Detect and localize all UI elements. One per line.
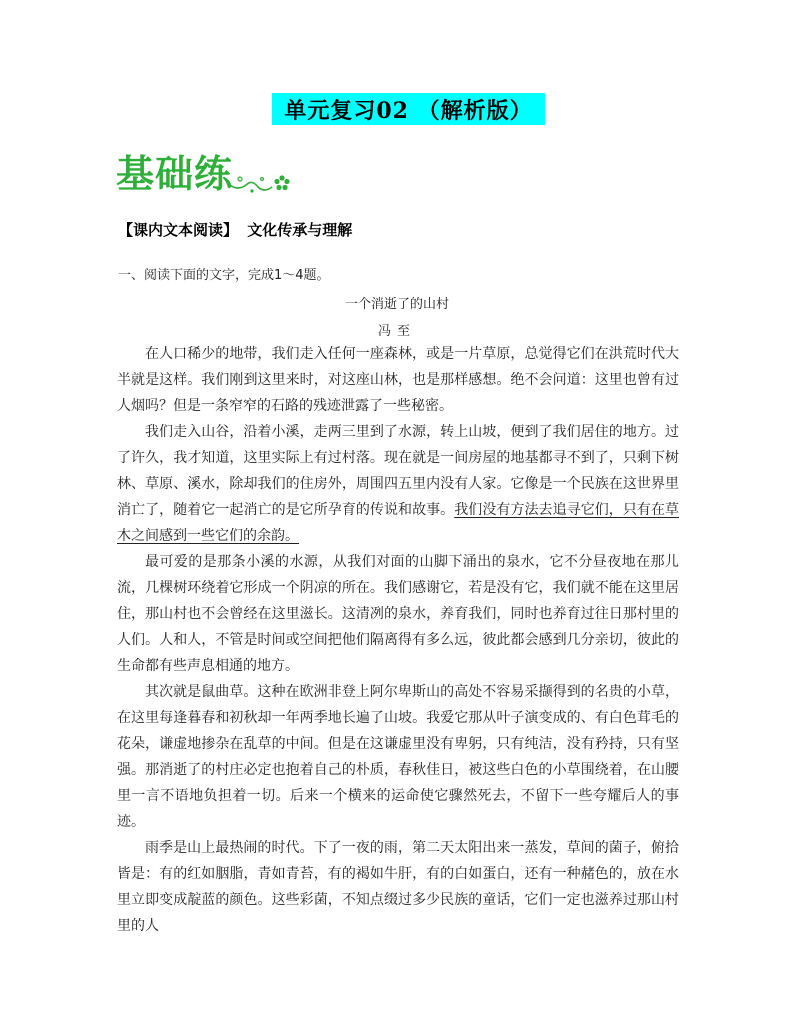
article-title: 一个消逝了的山村 [344,297,449,312]
vine-decoration-icon [228,165,294,195]
paragraph-text: 雨季是山上最热闹的时代。下了一夜的雨，第二天太阳出来一蒸发，草间的菌子，俯拾皆是：有的红如胭脂，青如青苔，有的褐如牛肝，有的白如蛋白，还有一种赭色的，放在水里立即变成靛蓝的颜色。这些彩菌，不知点缀过多少民族的童话，它们一定也滋养过那山村里的人 [117,840,679,934]
paragraph-text: 最可爱的是那条小溪的水源，从我们对面的山脚下涌出的泉水，它不分昼夜地在那儿流，几棵树环绕着它形成一个阴凉的所在。我们感谢它，若是没有它，我们就不能在这里居住，那山村也不会曾经在这里滋长。这清冽的泉水，养育我们，同时也养育过往日那村里的人们。人和人，不管是时间或空间把他们隔离得有多么远，彼此都会感到几分亲切，彼此的生命都有些声息相通的地方。 [117,554,679,674]
paragraph-text: 在人口稀少的地带，我们走入任何一座森林，或是一片草原，总觉得它们在洪荒时代大半就是这样。我们刚到这里来时，对这座山林，也是那样感想。绝不会问道：这里也曾有过人烟吗？但是一条窄窄的石路的残迹泄露了一些秘密。 [117,346,679,414]
paragraph-1 [117,341,679,419]
underlined-sentence: 我们没有方法去追寻它们，只有在草木之间感到一些它们的余韵。 [117,502,680,544]
logo [116,143,296,201]
question-prompt: 一、阅读下面的文字，完成1～4题。 [118,268,330,283]
section-header [118,219,352,240]
paragraph-2 [117,419,679,549]
page-title: 单元复习02 （解析版） [284,97,533,124]
article-body [117,341,679,939]
article-author: 冯至 [377,324,416,339]
title-banner [272,93,545,125]
paragraph-4 [117,679,679,835]
paragraph-text: 我们走入山谷，沿着小溪，走两三里到了水源，转上山坡，便到了我们居住的地方。过了许久，我才知道，这里实际上有过村落。现在就是一间房屋的地基都寻不到了，只剩下树林、草原、溪水，除却我们的住房外，周围四五里内没有人家。它像是一个民族在这世界里消亡了，随着它一起消亡的是它所孕育的传说和故事。 [117,424,679,518]
logo-text: 基础练 [116,152,234,196]
flower-icon [274,175,289,190]
paragraph-3 [117,549,679,679]
paragraph-text: 其次就是鼠曲草。这种在欧洲非登上阿尔卑斯山的高处不容易采撷得到的名贵的小草，在这里每逢暮春和初秋却一年两季地长遍了山坡。我爱它那从叶子演变成的、有白色茸毛的花朵，谦虚地掺杂在乱草的中间。但是在这谦虚里没有卑躬，只有纯洁，没有矜持，只有坚强。那消逝了的村庄必定也抱着自己的朴质，春秋佳日，被这些白色的小草围绕着，在山腰里一言不语地负担着一切。后来一个横来的运命使它骤然死去，不留下一些夸耀后人的事迹。 [117,684,679,830]
paragraph-5 [117,835,679,939]
section-label: 【课内文本阅读】 [118,221,239,239]
section-subtitle: 文化传承与理解 [247,221,353,239]
